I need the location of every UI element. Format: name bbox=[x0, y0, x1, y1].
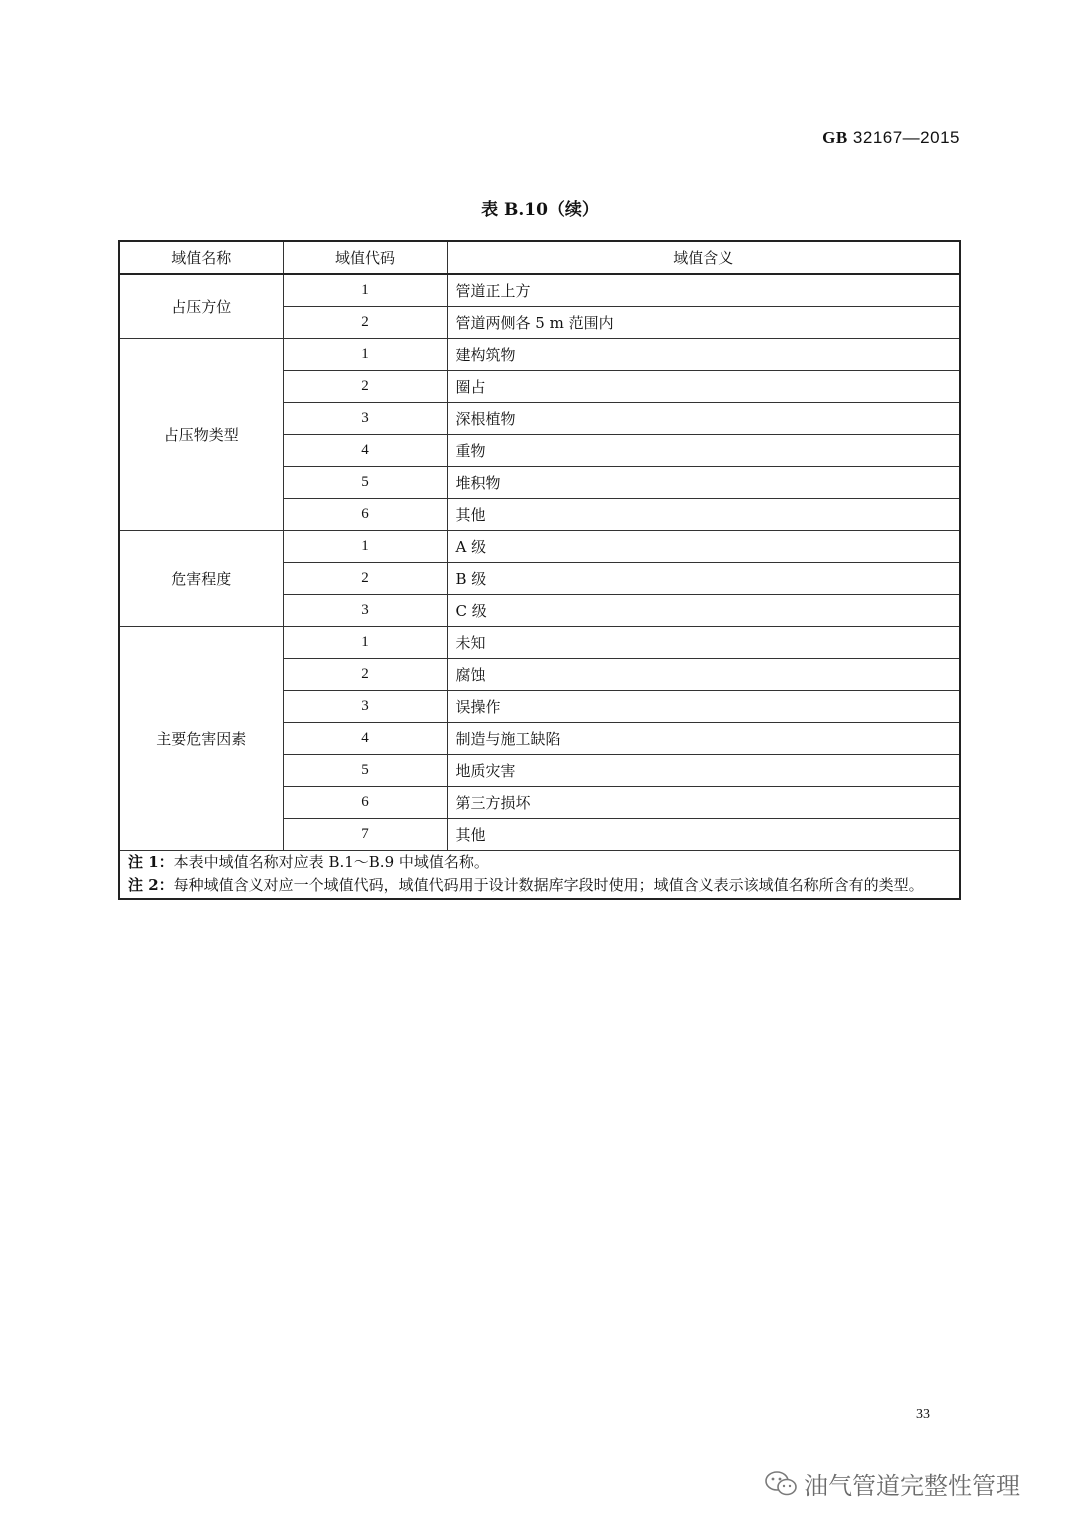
meaning-cell: 制造与施工缺陷 bbox=[447, 723, 960, 755]
meaning-cell: 第三方损坏 bbox=[447, 787, 960, 819]
table-row bbox=[119, 339, 960, 371]
meaning-cell: 建构筑物 bbox=[447, 339, 960, 371]
code-cell: 6 bbox=[283, 499, 447, 531]
note-label: 注 2： bbox=[128, 876, 174, 895]
code-cell: 2 bbox=[283, 563, 447, 595]
header-domain-name: 域值名称 bbox=[119, 241, 283, 274]
code-cell: 3 bbox=[283, 691, 447, 723]
table-title: 表 B.10（续） bbox=[481, 200, 599, 220]
code-cell: 2 bbox=[283, 307, 447, 339]
code-cell: 1 bbox=[283, 274, 447, 307]
group-name: 主要危害因素 bbox=[119, 627, 283, 851]
watermark bbox=[764, 1466, 1020, 1501]
meaning-cell: 重物 bbox=[447, 435, 960, 467]
table-notes bbox=[119, 851, 960, 899]
note-label: 注 1： bbox=[128, 853, 174, 871]
group-name: 占压方位 bbox=[119, 274, 283, 339]
code-cell: 5 bbox=[283, 755, 447, 787]
group-name: 危害程度 bbox=[119, 531, 283, 627]
table-row bbox=[119, 531, 960, 563]
table-header-row bbox=[119, 241, 960, 274]
meaning-cell: 腐蚀 bbox=[447, 659, 960, 691]
meaning-cell: 管道两侧各 5 m 范围内 bbox=[447, 307, 960, 339]
table-row bbox=[119, 627, 960, 659]
meaning-cell: 地质灾害 bbox=[447, 755, 960, 787]
meaning-cell: 其他 bbox=[447, 819, 960, 851]
code-cell: 7 bbox=[283, 819, 447, 851]
code-cell: 1 bbox=[283, 339, 447, 371]
meaning-cell: 管道正上方 bbox=[447, 274, 960, 307]
meaning-cell: B 级 bbox=[447, 563, 960, 595]
code-cell: 5 bbox=[283, 467, 447, 499]
meaning-cell: 未知 bbox=[447, 627, 960, 659]
header-domain-code: 域值代码 bbox=[283, 241, 447, 274]
code-cell: 3 bbox=[283, 403, 447, 435]
code-cell: 4 bbox=[283, 723, 447, 755]
page-number: 33 bbox=[916, 1407, 930, 1422]
meaning-cell: 圈占 bbox=[447, 371, 960, 403]
table-note bbox=[128, 851, 951, 874]
table-row bbox=[119, 274, 960, 307]
code-cell: 2 bbox=[283, 371, 447, 403]
code-cell: 6 bbox=[283, 787, 447, 819]
table-note bbox=[128, 874, 951, 897]
code-cell: 2 bbox=[283, 659, 447, 691]
code-cell: 1 bbox=[283, 531, 447, 563]
code-cell: 1 bbox=[283, 627, 447, 659]
note-text: 每种域值含义对应一个域值代码，域值代码用于设计数据库字段时使用；域值含义表示该域值名称所含有的类型。 bbox=[173, 876, 924, 895]
code-cell: 3 bbox=[283, 595, 447, 627]
code-cell: 4 bbox=[283, 435, 447, 467]
note-text: 本表中域值名称对应表 B.1～B.9 中域值名称。 bbox=[173, 853, 489, 871]
meaning-cell: 堆积物 bbox=[447, 467, 960, 499]
meaning-cell: 深根植物 bbox=[447, 403, 960, 435]
header-domain-meaning: 域值含义 bbox=[447, 241, 960, 274]
meaning-cell: C 级 bbox=[447, 595, 960, 627]
wechat-logo-icon bbox=[764, 1470, 798, 1498]
watermark-text: 油气管道完整性管理 bbox=[804, 1472, 1020, 1500]
standard-prefix: GB bbox=[822, 128, 848, 147]
standard-code bbox=[822, 128, 960, 148]
domain-value-table bbox=[118, 240, 961, 900]
meaning-cell: 误操作 bbox=[447, 691, 960, 723]
group-name: 占压物类型 bbox=[119, 339, 283, 531]
table-notes-row bbox=[119, 851, 960, 899]
meaning-cell: 其他 bbox=[447, 499, 960, 531]
standard-number: 32167—2015 bbox=[852, 128, 960, 147]
meaning-cell: A 级 bbox=[447, 531, 960, 563]
